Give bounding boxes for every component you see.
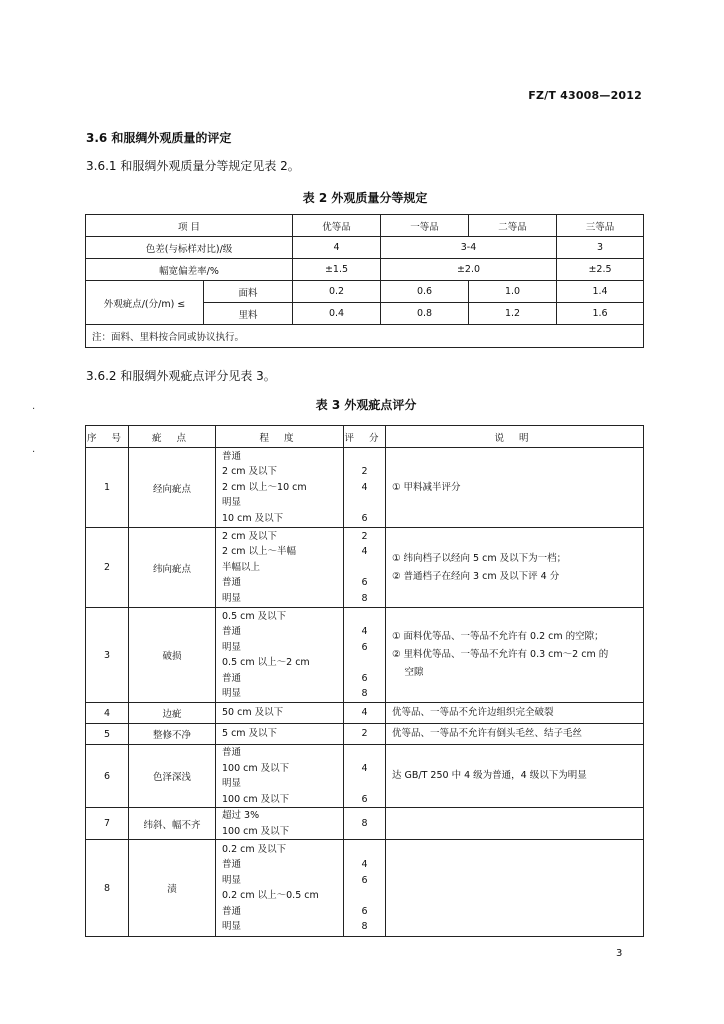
- degree-line: 明显: [222, 592, 242, 604]
- sub-label: 里料: [204, 303, 293, 325]
- cell: ±2.0: [381, 259, 557, 281]
- degree-line: 普通: [222, 626, 242, 637]
- degree-line: 0.5 cm 及以下: [222, 610, 287, 622]
- defect-description: [386, 528, 644, 608]
- score-line: [344, 449, 385, 465]
- header-description: 说 明: [386, 426, 644, 448]
- table-header-row: [86, 215, 644, 237]
- defect-description: [386, 608, 644, 703]
- cell: 1.4: [557, 281, 644, 303]
- paragraph-3-6-1: 3.6.1 和服绸外观质量分等规定见表 2。: [86, 159, 300, 173]
- cell: 0.6: [381, 281, 469, 303]
- score-line: [344, 495, 385, 511]
- description-line: 空隙: [392, 667, 424, 678]
- defect-name: 纬向疵点: [129, 528, 216, 608]
- table-note: 注：面料、里料按合同或协议执行。: [86, 325, 644, 348]
- cell: 0.8: [381, 303, 469, 325]
- degree-line: 明显: [222, 688, 242, 699]
- description-line: ① 纬向档子以经向 5 cm 及以下为一档；: [392, 552, 567, 564]
- score-line: 8: [361, 688, 368, 699]
- score-line: 6: [361, 641, 368, 653]
- score-line: 4: [361, 546, 368, 558]
- page-number: 3: [616, 948, 623, 959]
- score-line: 4: [361, 859, 368, 870]
- defect-degree: [216, 724, 344, 745]
- defect-degree: [216, 608, 344, 703]
- degree-line: 10 cm 及以下: [222, 512, 284, 524]
- cell: 3-4: [381, 237, 557, 259]
- header-grade-2: 一等品: [381, 215, 469, 237]
- table2-caption: 表 2 外观质量分等规定: [302, 191, 428, 205]
- defect-name: 经向疵点: [129, 448, 216, 528]
- degree-line: 明显: [222, 778, 242, 789]
- defect-name: 色泽深浅: [129, 745, 216, 808]
- degree-line: 2 cm 以上～半幅: [222, 546, 297, 558]
- defect-number: 2: [86, 528, 129, 608]
- score-line: [344, 609, 385, 625]
- table-row: [86, 237, 644, 259]
- table-row: [86, 724, 644, 745]
- table-row: [86, 745, 644, 808]
- degree-line: 5 cm 及以下: [222, 728, 278, 740]
- row-label: 幅宽偏差率/%: [86, 259, 293, 281]
- table-header-row: [86, 426, 644, 448]
- header-defect: 疵 点: [129, 426, 216, 448]
- degree-line: 0.2 cm 及以下: [222, 843, 287, 855]
- degree-line: 普通: [222, 905, 242, 917]
- margin-mark: ·: [32, 447, 36, 458]
- defect-description: [386, 745, 644, 808]
- description-line: 优等品、一等品不允许有倒头毛丝、结子毛丝: [392, 728, 583, 739]
- degree-line: 100 cm 及以下: [222, 825, 290, 837]
- score-line: [344, 842, 385, 858]
- defect-score: [344, 703, 386, 724]
- defect-degree: [216, 528, 344, 608]
- defect-scoring-table: [85, 425, 644, 937]
- description-line: 达 GB/T 250 中 4 级为普通，4 级以下为明显: [392, 770, 587, 781]
- cell: ±1.5: [293, 259, 381, 281]
- header-grade-3: 二等品: [469, 215, 557, 237]
- defect-name: 整修不净: [129, 724, 216, 745]
- score-line: 6: [361, 793, 368, 805]
- defect-score: [344, 608, 386, 703]
- degree-line: 2 cm 及以下: [222, 466, 278, 478]
- cell: 3: [557, 237, 644, 259]
- cell: 0.4: [293, 303, 381, 325]
- cell: 1.0: [469, 281, 557, 303]
- row-label: 色差(与标样对比)/级: [86, 237, 293, 259]
- quality-grade-table: [85, 214, 644, 348]
- header-degree: 程 度: [216, 426, 344, 448]
- defect-number: 6: [86, 745, 129, 808]
- degree-line: 明显: [222, 641, 242, 653]
- degree-line: 超过 3%: [222, 810, 260, 821]
- defect-number: 8: [86, 840, 129, 937]
- standard-number: FZ/T 43008—2012: [528, 89, 642, 102]
- description-line: ② 普通档子在经向 3 cm 及以下评 4 分: [392, 570, 560, 582]
- degree-line: 2 cm 及以下: [222, 530, 278, 542]
- description-line: ① 面料优等品、一等品不允许有 0.2 cm 的空隙；: [392, 631, 604, 642]
- header-item: 项 目: [86, 215, 293, 237]
- cell: 1.2: [469, 303, 557, 325]
- score-line: 2: [361, 530, 368, 542]
- table-row: [86, 528, 644, 608]
- table-row: [86, 608, 644, 703]
- degree-line: 普通: [222, 672, 242, 684]
- defect-description: [386, 724, 644, 745]
- defect-degree: [216, 745, 344, 808]
- degree-line: 普通: [222, 450, 242, 462]
- score-line: [344, 745, 385, 761]
- header-grade-1: 优等品: [293, 215, 381, 237]
- table-row: [86, 703, 644, 724]
- defect-description: [386, 840, 644, 937]
- margin-mark: ·: [32, 404, 36, 415]
- defect-name: 纬斜、幅不齐: [129, 808, 216, 840]
- defect-number: 4: [86, 703, 129, 724]
- defect-degree: [216, 703, 344, 724]
- table3-caption: 表 3 外观疵点评分: [315, 398, 417, 412]
- score-line: 6: [361, 672, 368, 684]
- defect-score: [344, 528, 386, 608]
- score-line: 4: [361, 707, 368, 719]
- score-line: 8: [361, 592, 368, 604]
- header-score: 评 分: [344, 426, 386, 448]
- table-row: [86, 808, 644, 840]
- degree-line: 普通: [222, 577, 242, 589]
- degree-line: 2 cm 以上～10 cm: [222, 481, 307, 493]
- degree-line: 0.2 cm 以上～0.5 cm: [222, 890, 319, 901]
- defect-number: 3: [86, 608, 129, 703]
- sub-label: 面料: [204, 281, 293, 303]
- defect-number: 5: [86, 724, 129, 745]
- cell: 0.2: [293, 281, 381, 303]
- score-line: 6: [361, 874, 368, 886]
- degree-line: 50 cm 及以下: [222, 707, 284, 719]
- header-grade-4: 三等品: [557, 215, 644, 237]
- score-line: [344, 888, 385, 904]
- defect-degree: [216, 448, 344, 528]
- score-line: 2: [361, 466, 368, 478]
- degree-line: 明显: [222, 874, 242, 886]
- defect-description: [386, 808, 644, 840]
- degree-line: 普通: [222, 859, 242, 870]
- table-row: [86, 840, 644, 937]
- degree-line: 明显: [222, 921, 242, 932]
- degree-line: 明显: [222, 497, 242, 509]
- score-line: 6: [361, 905, 368, 917]
- degree-line: 100 cm 及以下: [222, 762, 290, 774]
- score-line: [344, 560, 385, 576]
- description-line: ② 里料优等品、一等品不允许有 0.3 cm～2 cm 的: [392, 649, 609, 660]
- description-line: 优等品、一等品不允许边组织完全破裂: [392, 707, 554, 718]
- defect-score: [344, 724, 386, 745]
- degree-line: 半幅以上: [222, 561, 261, 573]
- cell: 1.6: [557, 303, 644, 325]
- defect-name: 渍: [129, 840, 216, 937]
- score-line: 4: [361, 762, 368, 774]
- degree-line: 100 cm 及以下: [222, 793, 290, 805]
- degree-line: 0.5 cm 以上～2 cm: [222, 657, 310, 668]
- defect-name: 破损: [129, 608, 216, 703]
- defect-number: 1: [86, 448, 129, 528]
- score-line: [344, 776, 385, 792]
- defect-score: [344, 448, 386, 528]
- defect-name: 边疵: [129, 703, 216, 724]
- defect-score: [344, 840, 386, 937]
- cell: ±2.5: [557, 259, 644, 281]
- defect-number: 7: [86, 808, 129, 840]
- defect-description: [386, 448, 644, 528]
- defect-degree: [216, 840, 344, 937]
- score-line: 4: [361, 626, 368, 637]
- defect-description: [386, 703, 644, 724]
- defect-degree: [216, 808, 344, 840]
- row-label: 外观疵点/(分/m) ≤: [86, 281, 204, 325]
- table-row: [86, 448, 644, 528]
- score-line: 6: [361, 512, 368, 524]
- score-line: [344, 655, 385, 671]
- degree-line: 普通: [222, 747, 242, 758]
- score-line: 6: [361, 577, 368, 589]
- paragraph-3-6-2: 3.6.2 和服绸外观疵点评分见表 3。: [86, 369, 276, 383]
- header-no: 序 号: [86, 426, 129, 448]
- table-note-row: [86, 325, 644, 348]
- section-heading: 3.6 和服绸外观质量的评定: [86, 131, 232, 145]
- table-row: [86, 259, 644, 281]
- score-line: 2: [361, 728, 368, 740]
- score-line: 4: [361, 481, 368, 493]
- cell: 4: [293, 237, 381, 259]
- score-line: 8: [361, 921, 368, 932]
- score-line: 8: [361, 817, 368, 829]
- defect-score: [344, 745, 386, 808]
- table-row: [86, 281, 644, 303]
- defect-score: [344, 808, 386, 840]
- description-line: ① 甲料减半评分: [392, 481, 461, 493]
